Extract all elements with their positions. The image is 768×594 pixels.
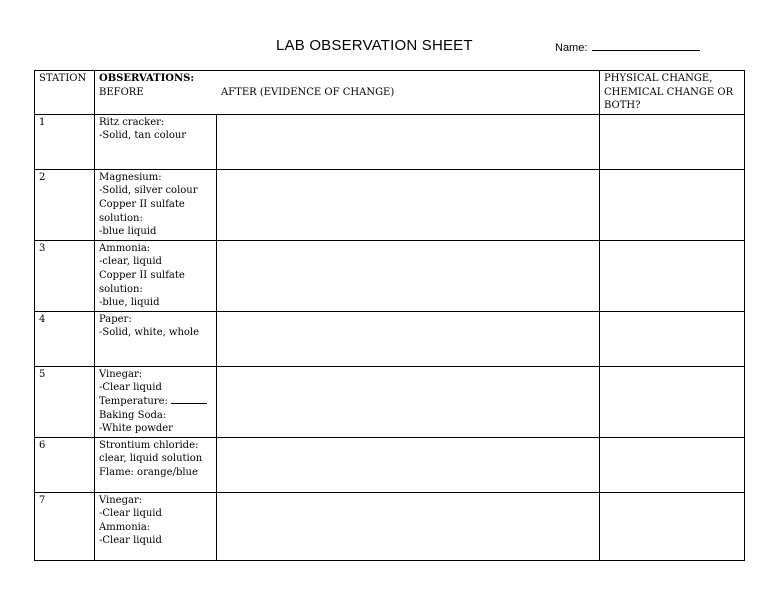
table-header-row <box>35 71 745 115</box>
before-observation-line <box>99 184 212 198</box>
before-observation-line <box>99 116 212 130</box>
before-observation-text: -Solid, tan colour <box>99 130 187 142</box>
before-observation-line <box>99 296 212 310</box>
observations-label: OBSERVATIONS: <box>99 73 195 84</box>
before-observation-text: Flame: orange/blue <box>99 466 198 478</box>
before-observation-line <box>99 494 212 508</box>
before-observation-line <box>99 395 212 409</box>
name-label: Name: <box>555 42 588 54</box>
page-title: LAB OBSERVATION SHEET <box>276 37 473 54</box>
before-observation-line <box>99 255 212 269</box>
before-observation-line <box>99 129 212 143</box>
table-row <box>35 169 745 240</box>
table-row <box>35 114 745 169</box>
before-header: BEFORE <box>99 86 144 98</box>
before-observation-text: -blue liquid <box>99 226 157 238</box>
after-observation-cell[interactable] <box>217 114 600 169</box>
station-number: 5 <box>35 366 95 437</box>
before-observation-text: Copper II sulfate <box>99 198 185 210</box>
table-row <box>35 437 745 492</box>
after-observation-cell[interactable] <box>217 492 600 560</box>
before-observation-line <box>99 225 212 239</box>
before-observation-text: -clear, liquid <box>99 256 162 268</box>
change-type-cell[interactable] <box>600 492 745 560</box>
before-observation-text: Baking Soda: <box>99 409 167 421</box>
before-observation-text: Paper: <box>99 313 132 325</box>
change-type-cell[interactable] <box>600 366 745 437</box>
change-type-cell[interactable] <box>600 114 745 169</box>
before-observation-line <box>99 381 212 395</box>
before-observation-text: -Solid, silver colour <box>99 185 198 197</box>
after-observation-cell[interactable] <box>217 366 600 437</box>
table-row <box>35 311 745 366</box>
before-observation-text: -White powder <box>99 423 173 435</box>
before-observation-text: Strontium chloride: <box>99 439 199 451</box>
before-observation-text: Ammonia: <box>99 242 151 254</box>
station-number: 2 <box>35 169 95 240</box>
change-type-cell[interactable] <box>600 311 745 366</box>
before-observation-text: Ammonia: <box>99 521 151 533</box>
name-field <box>555 40 700 54</box>
station-header: STATION <box>35 71 95 115</box>
before-observation-cell <box>95 114 217 169</box>
observation-table <box>34 70 745 561</box>
before-observation-line <box>99 452 212 466</box>
before-observation-line <box>99 212 212 226</box>
before-observation-text: Magnesium: <box>99 171 162 183</box>
station-number: 1 <box>35 114 95 169</box>
before-observation-text: Copper II sulfate <box>99 269 185 281</box>
after-observation-cell[interactable] <box>217 240 600 311</box>
station-number: 3 <box>35 240 95 311</box>
before-observation-text: -Clear liquid <box>99 508 162 520</box>
after-observation-cell[interactable] <box>217 311 600 366</box>
before-observation-text: clear, liquid solution <box>99 453 203 465</box>
station-number: 4 <box>35 311 95 366</box>
change-header: PHYSICAL CHANGE, CHEMICAL CHANGE OR BOTH? <box>600 71 745 115</box>
temperature-blank-line[interactable] <box>171 395 207 404</box>
before-observation-line <box>99 313 212 327</box>
station-number: 6 <box>35 437 95 492</box>
change-type-cell[interactable] <box>600 169 745 240</box>
before-observation-text: solution: <box>99 283 143 295</box>
before-observation-line <box>99 507 212 521</box>
before-observation-line <box>99 242 212 256</box>
before-observation-cell <box>95 311 217 366</box>
before-observation-line <box>99 198 212 212</box>
before-observation-text: Vinegar: <box>99 368 143 380</box>
before-observation-cell <box>95 492 217 560</box>
before-observation-line <box>99 521 212 535</box>
before-observation-line <box>99 326 212 340</box>
after-header: AFTER (EVIDENCE OF CHANGE) <box>221 86 395 98</box>
before-observation-line <box>99 439 212 453</box>
before-observation-line <box>99 466 212 480</box>
table-row <box>35 240 745 311</box>
before-observation-line <box>99 283 212 297</box>
before-observation-text: -Solid, white, whole <box>99 327 200 339</box>
before-observation-text: -Clear liquid <box>99 535 162 547</box>
change-type-cell[interactable] <box>600 437 745 492</box>
change-type-cell[interactable] <box>600 240 745 311</box>
before-observation-cell <box>95 169 217 240</box>
before-observation-text: Temperature: <box>99 395 168 407</box>
before-observation-line <box>99 534 212 548</box>
before-observation-text: Ritz cracker: <box>99 116 165 128</box>
before-observation-line <box>99 368 212 382</box>
name-blank-line[interactable] <box>592 40 700 51</box>
before-observation-line <box>99 269 212 283</box>
before-observation-cell <box>95 437 217 492</box>
before-observation-line <box>99 171 212 185</box>
before-observation-cell <box>95 240 217 311</box>
before-observation-line <box>99 422 212 436</box>
before-observation-cell <box>95 366 217 437</box>
table-row <box>35 366 745 437</box>
observations-header <box>95 71 600 115</box>
before-observation-text: -Clear liquid <box>99 382 162 394</box>
after-observation-cell[interactable] <box>217 437 600 492</box>
before-observation-line <box>99 409 212 423</box>
before-observation-text: solution: <box>99 212 143 224</box>
before-observation-text: -blue, liquid <box>99 297 160 309</box>
after-observation-cell[interactable] <box>217 169 600 240</box>
before-observation-text: Vinegar: <box>99 494 143 506</box>
station-number: 7 <box>35 492 95 560</box>
table-row <box>35 492 745 560</box>
